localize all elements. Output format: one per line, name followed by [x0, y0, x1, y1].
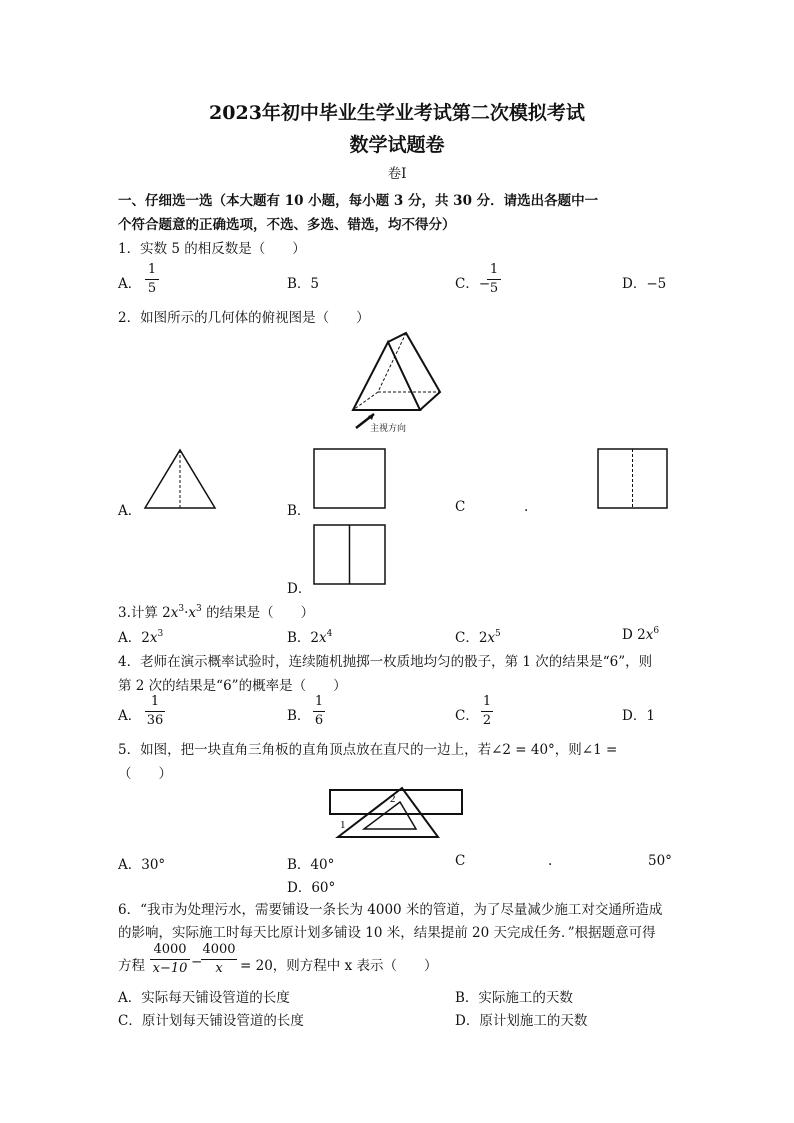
triangular-prism-figure [348, 330, 448, 435]
q4-option-b-label: B． [287, 708, 311, 724]
q3-stem-prefix: 3.计算 2 [118, 605, 171, 621]
q2-option-a-label: A． [118, 503, 142, 519]
q3-option-a: A．$2x^3$ [118, 629, 164, 646]
q5-option-b: B．40° [287, 857, 335, 873]
angle-2-label: 2 [390, 793, 396, 805]
q1-c-denominator: 5 [489, 281, 499, 296]
q1-option-d: D．−5 [622, 276, 667, 292]
ruler-triangle-figure [328, 784, 468, 842]
q5-option-c-label: C [455, 853, 466, 869]
q3-option-c: C．$2x^5$ [455, 629, 501, 646]
q6-fraction-2: 4000 x [202, 942, 236, 976]
q1-option-c-fraction [487, 262, 501, 297]
q6-minus-sign: − [191, 954, 203, 970]
q5-option-d: D．60° [287, 880, 336, 896]
exam-title: 2023年初中毕业生学业考试第二次模拟考试 [209, 102, 585, 124]
q4-option-a-label: A． [118, 708, 142, 724]
q1-stem: 1．实数 5 的相反数是（ ） [118, 241, 306, 257]
q5-stem-line1: 5．如图，把一块直角三角板的直角顶点放在直尺的一边上，若∠2 = 40°，则∠1 = [118, 742, 618, 758]
q4-option-d: D．1 [622, 708, 655, 724]
q4-option-a-fraction: 1 36 [146, 694, 164, 728]
q6-stem-line1: 6．“我市为处理污水，需要铺设一条长为 4000 米的管道，为了尽量减少施工对交通所造成 [118, 902, 663, 918]
q1-a-numerator: 1 [147, 262, 157, 277]
q3-option-d: D $2x^6$ [622, 626, 660, 643]
q2-option-c-dot: . [524, 499, 529, 515]
q6-stem-line2: 的影响，实际施工时每天比原计划多铺设 10 米，结果提前 20 天完成任务．”根据题意可得 [118, 925, 656, 941]
q4-option-b-fraction: 1 6 [314, 694, 324, 728]
q2-option-c-label: C [455, 499, 466, 515]
q2-option-c-rectangle-dashed-view [597, 448, 669, 510]
q6-option-c: C．原计划每天铺设管道的长度 [118, 1013, 304, 1029]
volume-label: 卷Ⅰ [387, 166, 407, 182]
q1-a-denominator: 5 [147, 281, 157, 296]
q1-option-a-label: A． [118, 276, 142, 292]
q5-stem-line2: （ ） [118, 766, 172, 782]
q6-option-b: B．实际施工的天数 [455, 990, 573, 1006]
q5-option-c-dot: . [548, 853, 553, 869]
q2-option-d-rectangle-solid-line-view [313, 524, 387, 586]
exam-subtitle: 数学试题卷 [349, 134, 445, 156]
q2-option-b-rectangle-view [313, 448, 387, 510]
q6-equation-prefix: 方程 [118, 958, 145, 974]
q1-c-numerator: 1 [489, 262, 499, 277]
q2-option-d-label: D． [287, 581, 312, 597]
q6-equation-suffix: = 20，则方程中 x 表示（ ） [240, 958, 438, 974]
section-heading-line2: 个符合题意的正确选项，不选、多选、错选，均不得分） [118, 217, 456, 233]
q2-option-a-triangle-view [143, 448, 217, 510]
angle-1-label: 1 [340, 819, 346, 831]
q1-option-b: B．5 [287, 276, 320, 292]
q4-option-c-fraction: 1 2 [482, 694, 492, 728]
q6-option-a: A．实际每天铺设管道的长度 [118, 990, 290, 1006]
view-direction-label: 主视方向 [370, 424, 407, 434]
q6-fraction-1: 4000 x−10 [150, 942, 190, 977]
q3-stem-suffix: 的结果是（ ） [201, 605, 315, 621]
q3-option-b: B．$2x^4$ [287, 629, 333, 646]
q4-stem-line1: 4．老师在演示概率试验时，连续随机抛掷一枚质地均匀的骰子，第 1 次的结果是“6”，则 [118, 654, 653, 670]
q5-option-a: A．30° [118, 857, 166, 873]
q2-stem: 2．如图所示的几何体的俯视图是（ ） [118, 310, 370, 326]
q6-option-d: D．原计划施工的天数 [455, 1013, 588, 1029]
q4-stem-line2: 第 2 次的结果是“6”的概率是（ ） [118, 678, 347, 694]
q1-option-a-fraction [145, 262, 159, 297]
q5-option-c-value: 50° [648, 853, 672, 869]
section-heading-line1: 一、仔细选一选（本大题有 10 小题，每小题 3 分，共 30 分．请选出各题中一 [118, 193, 599, 209]
q3-stem: 3.计算 $2x^3\cdot x^3$ 的结果是（ ） [118, 604, 315, 621]
q1-option-c-label: C．− [455, 276, 491, 292]
q2-option-b-label: B． [287, 503, 311, 519]
q4-option-c-label: C． [455, 708, 479, 724]
